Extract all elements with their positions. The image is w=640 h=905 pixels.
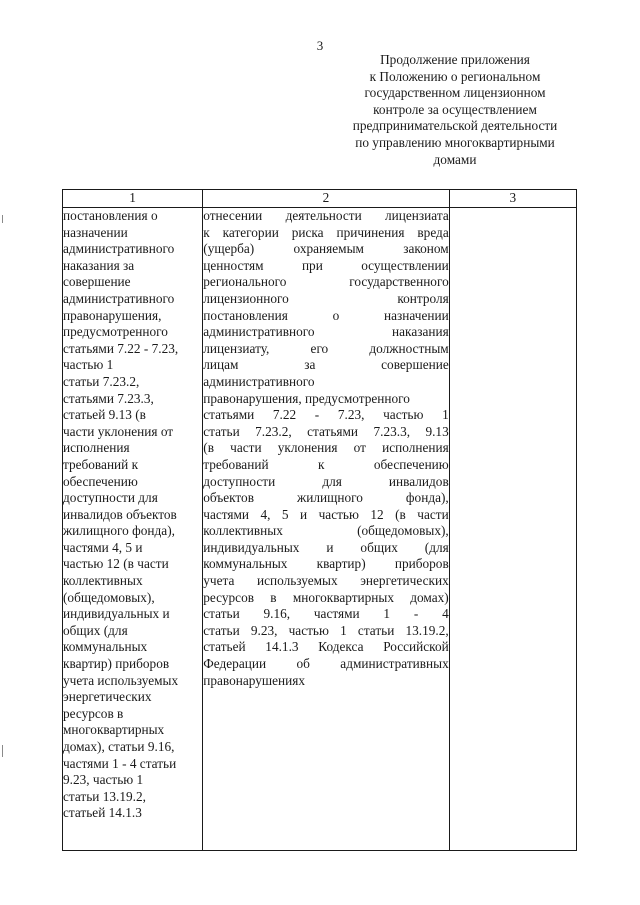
cell-text-line: отнесении деятельности лицензиата bbox=[203, 208, 449, 223]
column-header-2: 2 bbox=[203, 190, 449, 208]
cell-text-line: энергетических bbox=[63, 689, 152, 705]
cell-text-line: 9.23, частью 1 bbox=[63, 772, 144, 788]
cell-text-line: общих (для bbox=[63, 622, 128, 638]
annex-heading-line: Продолжение приложения bbox=[380, 52, 530, 67]
cell-text-line: коммунальных квартир) приборов bbox=[203, 556, 449, 572]
cell-text-line: постановления о bbox=[63, 208, 158, 223]
cell-text-line: статьи 9.16, частями 1 - 4 bbox=[203, 606, 449, 622]
table-row bbox=[63, 208, 577, 851]
cell-text-line: ценностям при осуществлении bbox=[203, 257, 449, 273]
cell-text-line: части уклонения от bbox=[63, 423, 174, 439]
cell-text-line: статьей 9.13 (в bbox=[63, 407, 146, 423]
cell-text-line: правонарушения, предусмотренного bbox=[203, 390, 410, 406]
annex-heading-line: контроле за осуществлением bbox=[373, 101, 537, 117]
cell-text-line: квартир) приборов bbox=[63, 656, 170, 672]
cell-text-line: лицензиату, его должностным bbox=[203, 340, 449, 356]
cell-text-line: частями 4, 5 и bbox=[63, 539, 143, 555]
cell-text-line: требований к обеспечению bbox=[203, 456, 449, 472]
cell-text-line: учета используемых энергетических bbox=[203, 573, 449, 589]
annex-heading-line: государственном лицензионном bbox=[364, 85, 546, 101]
table-cell-column-1 bbox=[63, 208, 203, 851]
continuation-table bbox=[62, 189, 577, 851]
cell-text-line: лицензионного контроля bbox=[203, 290, 449, 306]
table-cell-column-2 bbox=[203, 208, 449, 851]
cell-text-line: жилищного фонда), bbox=[63, 523, 175, 539]
cell-text-line: статьей 14.1.3 bbox=[63, 805, 142, 821]
cell-text-line: статьи 7.23.2, bbox=[63, 373, 140, 389]
cell-text-line: коммунальных bbox=[63, 639, 148, 655]
scan-margin-mark bbox=[2, 745, 3, 757]
cell-text-line: инвалидов объектов bbox=[63, 506, 177, 522]
cell-text-line: обеспечению bbox=[63, 473, 138, 489]
cell-text-line: совершение bbox=[63, 274, 131, 290]
cell-text-line: коллективных (общедомовых), bbox=[203, 523, 449, 539]
cell-text-line: ресурсов в многоквартирных домах) bbox=[203, 589, 449, 605]
cell-text-line: (в части уклонения от исполнения bbox=[203, 440, 449, 456]
cell-text-line: правонарушениях bbox=[203, 672, 306, 688]
cell-text-line: (общедомовых), bbox=[63, 589, 155, 605]
annex-heading-line: по управлению многоквартирными bbox=[355, 134, 555, 150]
cell-text-line: частью 1 bbox=[63, 357, 114, 373]
cell-text-line: статьями 7.22 - 7.23, частью 1 bbox=[203, 407, 449, 423]
cell-text-line: исполнения bbox=[63, 440, 130, 456]
cell-text-line: постановления о назначении bbox=[203, 307, 449, 323]
cell-text-line: лицам за совершение bbox=[203, 357, 449, 373]
page-number: 3 bbox=[316, 38, 324, 53]
cell-text-line: административного bbox=[63, 290, 175, 306]
cell-text-line: домах), статьи 9.16, bbox=[63, 739, 175, 754]
annex-heading-line: предпринимательской деятельности bbox=[352, 118, 558, 134]
cell-text-line: статьей 14.1.3 Кодекса Российской bbox=[203, 639, 449, 655]
cell-text-line: частями 4, 5 и частью 12 (в части bbox=[203, 506, 449, 522]
annex-heading bbox=[330, 52, 580, 168]
cell-text-line: многоквартирных bbox=[63, 722, 165, 738]
cell-text-line: статьи 13.19.2, bbox=[63, 788, 146, 804]
cell-text-line: коллективных bbox=[63, 573, 143, 589]
table-header-row bbox=[63, 190, 577, 208]
column-header-3: 3 bbox=[449, 190, 576, 208]
cell-text-line: (ущерба) охраняемым законом bbox=[203, 241, 449, 257]
cell-text-line: административного наказания bbox=[203, 324, 449, 340]
cell-text-line: административного bbox=[203, 373, 315, 389]
cell-text-line: предусмотренного bbox=[63, 324, 168, 340]
cell-text-line: доступности для инвалидов bbox=[203, 473, 449, 489]
cell-text-line: регионального государственного bbox=[203, 274, 449, 290]
scan-margin-mark bbox=[2, 215, 3, 223]
cell-text-line: статьями 7.22 - 7.23, bbox=[63, 340, 179, 356]
cell-text-line: доступности для bbox=[63, 490, 158, 506]
cell-text-line: индивидуальных и bbox=[63, 606, 170, 622]
cell-text-line: правонарушения, bbox=[63, 307, 162, 323]
table-cell-column-3 bbox=[449, 208, 576, 851]
cell-text-line: учета используемых bbox=[63, 672, 179, 688]
cell-text-line: требований к bbox=[63, 456, 139, 472]
annex-heading-line: домами bbox=[433, 151, 477, 167]
cell-text-line: административного bbox=[63, 241, 175, 257]
annex-heading-line: к Положению о региональном bbox=[369, 68, 541, 84]
cell-text-line: частью 12 (в части bbox=[63, 556, 169, 572]
cell-text-line: статьями 7.23.3, bbox=[63, 390, 154, 406]
cell-text-line: статьи 7.23.2, статьями 7.23.3, 9.13 bbox=[203, 423, 449, 439]
cell-text-line: ресурсов в bbox=[63, 705, 124, 721]
column-header-1: 1 bbox=[63, 190, 203, 208]
cell-text-line: объектов жилищного фонда), bbox=[203, 490, 449, 506]
cell-text-line: Федерации об административных bbox=[203, 656, 449, 672]
cell-text-line: назначении bbox=[63, 224, 128, 240]
cell-text-line: статьи 9.23, частью 1 статьи 13.19.2, bbox=[203, 622, 449, 638]
cell-text-line: к категории риска причинения вреда bbox=[203, 224, 449, 240]
cell-text-line: частями 1 - 4 статьи bbox=[63, 755, 177, 771]
cell-text-line: индивидуальных и общих (для bbox=[203, 539, 449, 555]
cell-text-line: наказания за bbox=[63, 257, 135, 273]
